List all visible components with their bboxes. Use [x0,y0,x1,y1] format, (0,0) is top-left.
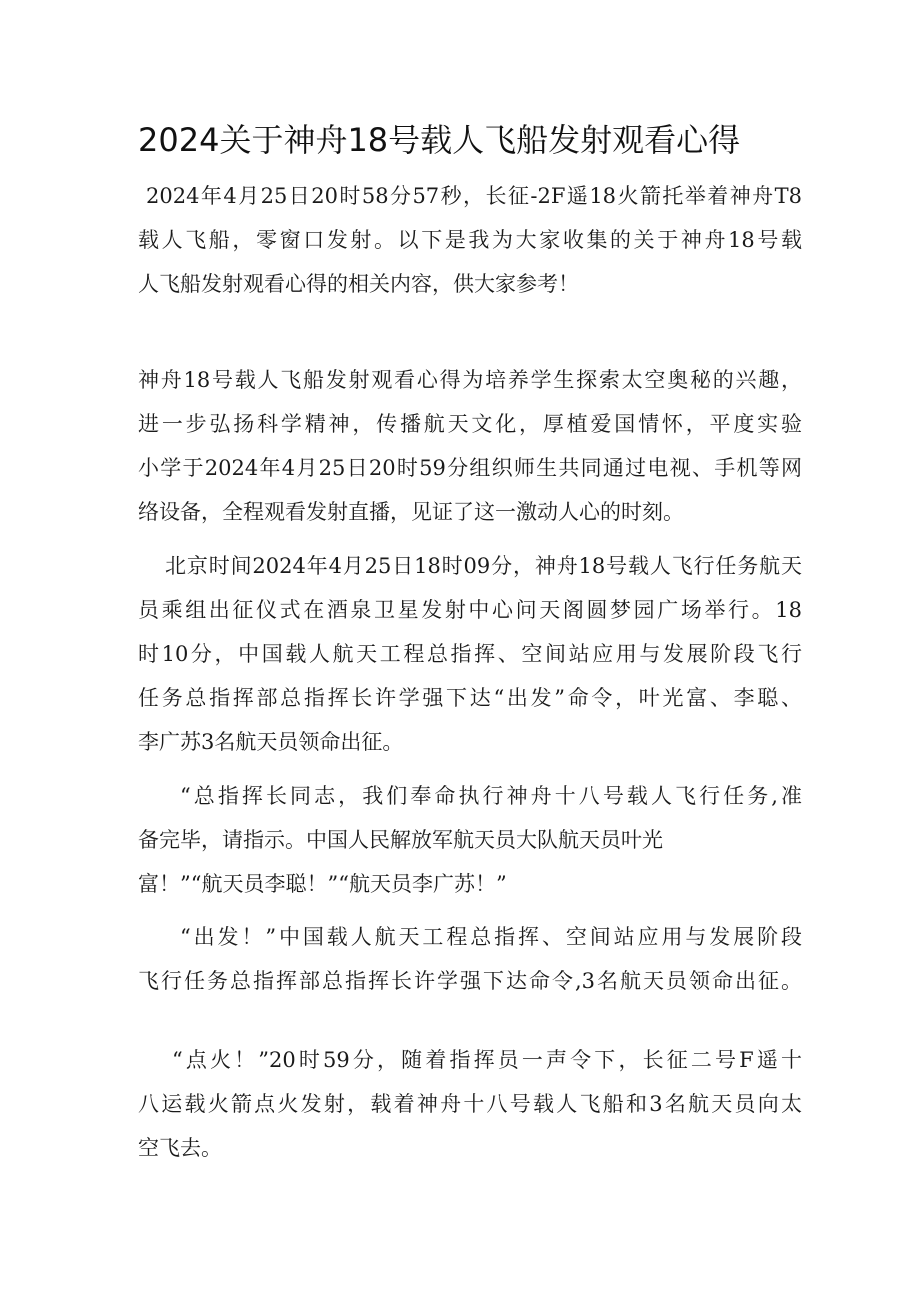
paragraph-line: “总指挥长同志，我们奉命执行神舟十八号载人飞行任务,准 [180,784,802,808]
paragraph-intro [138,174,802,306]
paragraph-line: 进一步弘扬科学精神，传播航天文化，厚植爱国情怀，平度实验 [138,412,802,436]
paragraph-report-quote [138,774,802,906]
paragraph-depart-command [138,915,802,1003]
paragraph-line: 载人飞船，零窗口发射。以下是我为大家收集的关于神舟18号载 [138,228,802,252]
paragraph-line: “点火！”20时59分，随着指挥员一声令下，长征二号F遥十 [172,1048,802,1072]
document-title: 2024关于神舟18号载人飞船发射观看心得 [138,121,741,159]
paragraph-line: 八运载火箭点火发射，载着神舟十八号载人飞船和3名航天员向太 [138,1092,802,1116]
paragraph-school-viewing [138,358,802,534]
paragraph-line: 员乘组出征仪式在酒泉卫星发射中心问天阁圆梦园广场举行。18 [138,598,802,622]
paragraph-line: 小学于2024年4月25日20时59分组织师生共同通过电视、手机等网 [138,456,802,480]
paragraph-departure-ceremony [138,544,802,764]
paragraph-ignition [138,1038,802,1170]
paragraph-line: 人飞船发射观看心得的相关内容，供大家参考！ [138,272,579,296]
paragraph-line: 北京时间2024年4月25日18时09分，神舟18号载人飞行任务航天 [165,554,802,578]
paragraph-line: “出发！”中国载人航天工程总指挥、空间站应用与发展阶段 [180,925,802,949]
paragraph-line: 飞行任务总指挥部总指挥长许学强下达命令,3名航天员领命出征。 [138,969,802,993]
paragraph-line: 空飞去。 [138,1136,222,1160]
paragraph-line: 备完毕，请指示。中国人民解放军航天员大队航天员叶光 [138,828,663,852]
paragraph-line: 2024年4月25日20时58分57秒，长征-2F遥18火箭托举着神舟T8 [146,184,802,208]
paragraph-line: 时10分，中国载人航天工程总指挥、空间站应用与发展阶段飞行 [138,642,802,666]
paragraph-line: 络设备，全程观看发射直播，见证了这一激动人心的时刻。 [138,500,684,524]
paragraph-line: 任务总指挥部总指挥长许学强下达“出发”命令，叶光富、李聪、 [138,686,802,710]
paragraph-line: 神舟18号载人飞船发射观看心得为培养学生探索太空奥秘的兴趣， [138,368,802,392]
paragraph-line: 李广苏3名航天员领命出征。 [138,730,404,754]
paragraph-line: 富！”“航天员李聪！”“航天员李广苏！” [138,872,507,896]
